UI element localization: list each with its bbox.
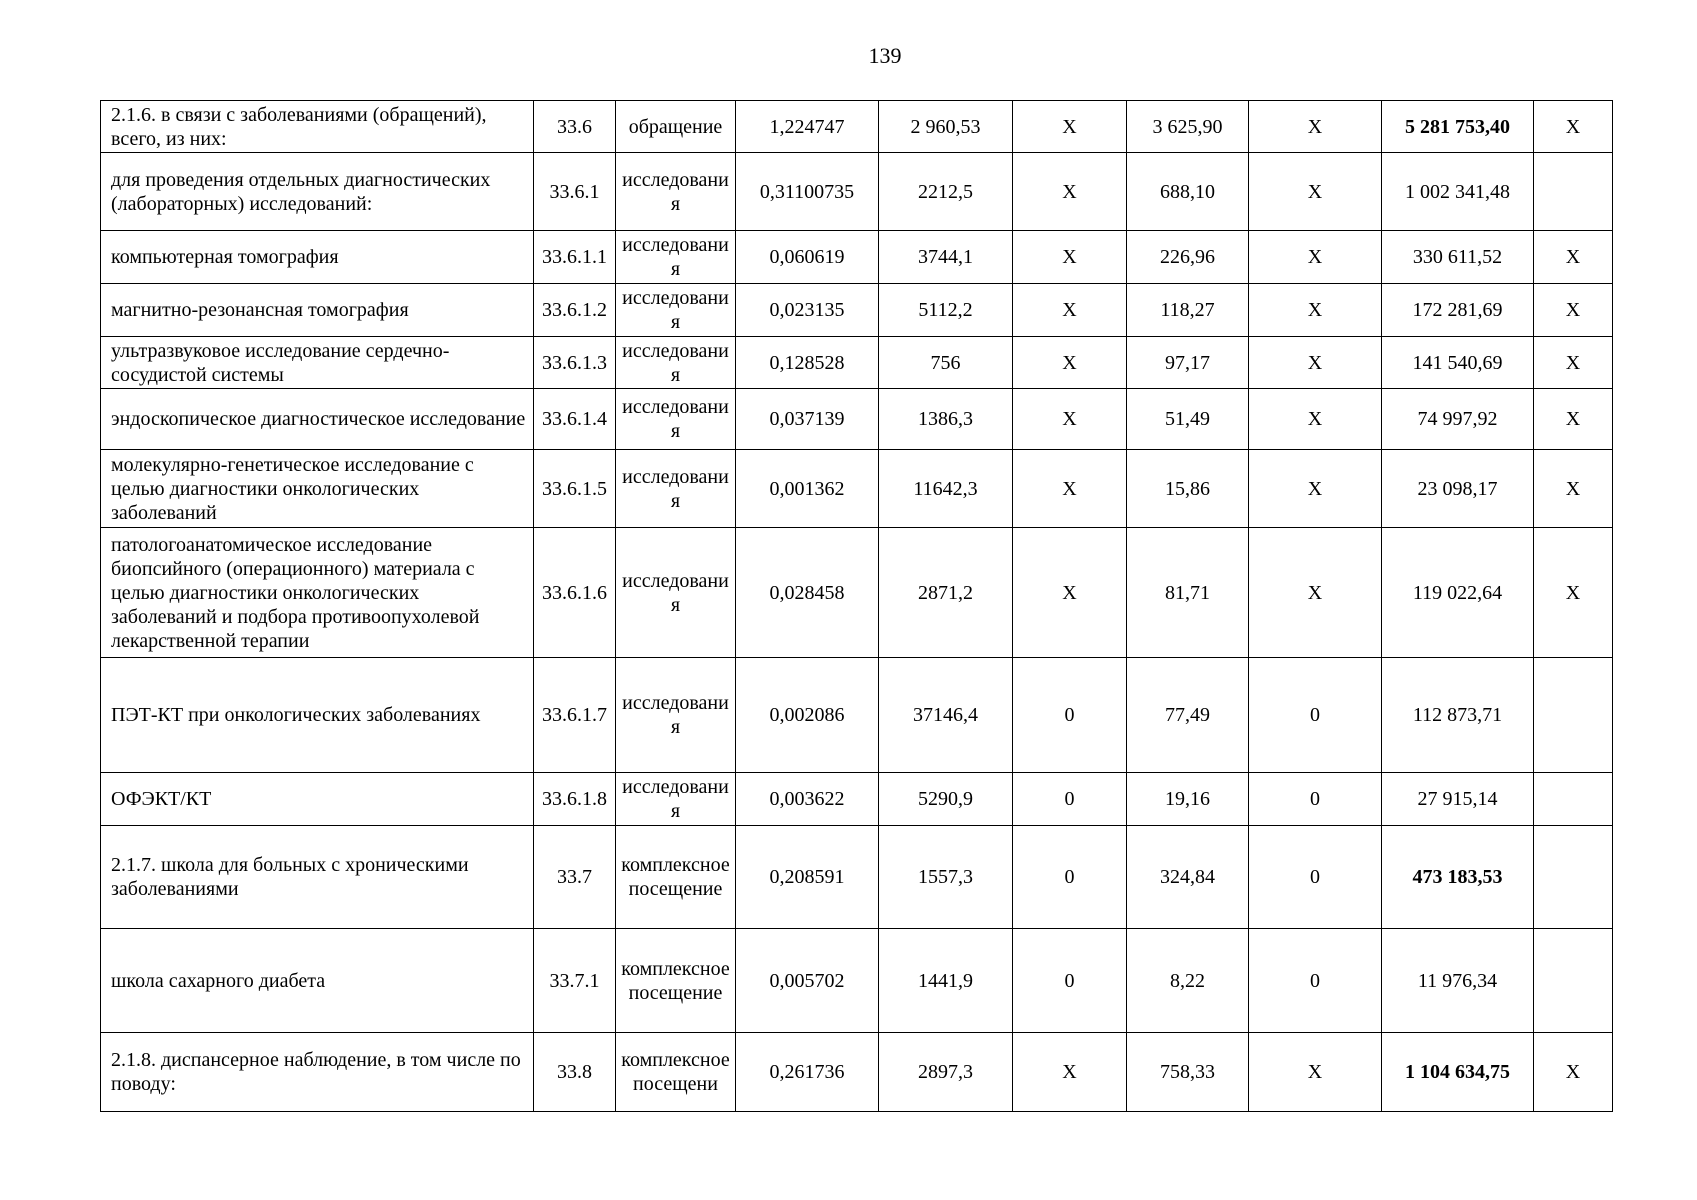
row-col4-cell: 758,33 (1127, 1033, 1249, 1112)
row-col3-cell: 0 (1013, 773, 1127, 826)
row-unit-cell: исследования (616, 450, 736, 528)
row-name-cell: компьютерная томография (101, 231, 534, 284)
row-unit-cell: комплексное посещени (616, 1033, 736, 1112)
row-cost-cell: 5112,2 (879, 284, 1013, 337)
row-norm-cell: 0,003622 (736, 773, 879, 826)
row-col3-cell: Х (1013, 284, 1127, 337)
row-col4-cell: 81,71 (1127, 528, 1249, 658)
row-col7-cell (1534, 153, 1613, 231)
row-col7-cell (1534, 773, 1613, 826)
row-col5-cell: Х (1249, 1033, 1382, 1112)
row-code-cell: 33.7 (534, 826, 616, 929)
row-col4-cell: 15,86 (1127, 450, 1249, 528)
row-col5-cell: Х (1249, 153, 1382, 231)
row-col5-cell: 0 (1249, 773, 1382, 826)
table-row (101, 101, 1613, 153)
row-norm-cell: 0,208591 (736, 826, 879, 929)
row-col3-cell: 0 (1013, 658, 1127, 773)
row-col3-cell: 0 (1013, 929, 1127, 1033)
row-total-cell: 74 997,92 (1382, 389, 1534, 450)
row-name-cell: 2.1.6. в связи с заболеваниями (обращений), всего, из них: (101, 101, 534, 153)
row-cost-cell: 37146,4 (879, 658, 1013, 773)
row-col5-cell: Х (1249, 389, 1382, 450)
row-name-cell: магнитно-резонансная томография (101, 284, 534, 337)
row-cost-cell: 3744,1 (879, 231, 1013, 284)
table-row (101, 826, 1613, 929)
row-code-cell: 33.6.1.3 (534, 337, 616, 389)
row-col4-cell: 51,49 (1127, 389, 1249, 450)
table-row (101, 153, 1613, 231)
row-total-cell: 141 540,69 (1382, 337, 1534, 389)
row-unit-cell: исследования (616, 658, 736, 773)
table-row (101, 528, 1613, 658)
row-norm-cell: 0,261736 (736, 1033, 879, 1112)
row-col3-cell: Х (1013, 101, 1127, 153)
row-col7-cell: Х (1534, 101, 1613, 153)
row-code-cell: 33.7.1 (534, 929, 616, 1033)
row-name-cell: эндоскопическое диагностическое исследование (101, 389, 534, 450)
row-col7-cell: Х (1534, 450, 1613, 528)
row-total-cell: 5 281 753,40 (1382, 101, 1534, 153)
row-unit-cell: исследования (616, 773, 736, 826)
row-norm-cell: 0,002086 (736, 658, 879, 773)
row-unit-cell: исследования (616, 284, 736, 337)
row-col3-cell: Х (1013, 1033, 1127, 1112)
row-name-cell: ОФЭКТ/КТ (101, 773, 534, 826)
row-col3-cell: Х (1013, 337, 1127, 389)
row-code-cell: 33.6.1.2 (534, 284, 616, 337)
data-table (100, 100, 1613, 1112)
row-code-cell: 33.6.1.6 (534, 528, 616, 658)
row-col3-cell: Х (1013, 528, 1127, 658)
row-cost-cell: 756 (879, 337, 1013, 389)
row-col5-cell: Х (1249, 528, 1382, 658)
row-col5-cell: 0 (1249, 658, 1382, 773)
row-col7-cell: Х (1534, 284, 1613, 337)
row-norm-cell: 1,224747 (736, 101, 879, 153)
table-row (101, 337, 1613, 389)
row-col5-cell: Х (1249, 337, 1382, 389)
row-col7-cell (1534, 826, 1613, 929)
row-col5-cell: Х (1249, 231, 1382, 284)
row-col4-cell: 77,49 (1127, 658, 1249, 773)
row-col7-cell (1534, 658, 1613, 773)
row-col4-cell: 688,10 (1127, 153, 1249, 231)
row-unit-cell: исследования (616, 231, 736, 284)
row-code-cell: 33.8 (534, 1033, 616, 1112)
row-norm-cell: 0,005702 (736, 929, 879, 1033)
row-total-cell: 119 022,64 (1382, 528, 1534, 658)
row-code-cell: 33.6 (534, 101, 616, 153)
row-col4-cell: 226,96 (1127, 231, 1249, 284)
row-norm-cell: 0,028458 (736, 528, 879, 658)
row-col7-cell (1534, 929, 1613, 1033)
row-col7-cell: Х (1534, 337, 1613, 389)
row-col4-cell: 19,16 (1127, 773, 1249, 826)
row-col7-cell: Х (1534, 528, 1613, 658)
row-cost-cell: 2 960,53 (879, 101, 1013, 153)
row-norm-cell: 0,037139 (736, 389, 879, 450)
row-name-cell: 2.1.8. диспансерное наблюдение, в том числе по поводу: (101, 1033, 534, 1112)
table-row (101, 284, 1613, 337)
row-norm-cell: 0,128528 (736, 337, 879, 389)
row-name-cell: школа сахарного диабета (101, 929, 534, 1033)
row-col7-cell: Х (1534, 1033, 1613, 1112)
row-cost-cell: 1386,3 (879, 389, 1013, 450)
row-name-cell: молекулярно-генетическое исследование с целью диагностики онкологических заболеваний (101, 450, 534, 528)
row-total-cell: 1 104 634,75 (1382, 1033, 1534, 1112)
row-total-cell: 23 098,17 (1382, 450, 1534, 528)
row-total-cell: 1 002 341,48 (1382, 153, 1534, 231)
row-unit-cell: исследования (616, 389, 736, 450)
row-total-cell: 27 915,14 (1382, 773, 1534, 826)
row-total-cell: 473 183,53 (1382, 826, 1534, 929)
row-total-cell: 330 611,52 (1382, 231, 1534, 284)
row-col3-cell: 0 (1013, 826, 1127, 929)
row-unit-cell: исследования (616, 528, 736, 658)
row-col4-cell: 8,22 (1127, 929, 1249, 1033)
row-total-cell: 11 976,34 (1382, 929, 1534, 1033)
row-name-cell: ультразвуковое исследование сердечно-сосудистой системы (101, 337, 534, 389)
row-cost-cell: 5290,9 (879, 773, 1013, 826)
row-unit-cell: комплексное посещение (616, 826, 736, 929)
row-cost-cell: 1557,3 (879, 826, 1013, 929)
row-name-cell: патологоанатомическое исследование биопсийного (операционного) материала с целью диагностики онкологических заболеваний и подбора противоопухолевой лекарственной терапии (101, 528, 534, 658)
table-row (101, 773, 1613, 826)
row-name-cell: 2.1.7. школа для больных с хроническими заболеваниями (101, 826, 534, 929)
row-col7-cell: Х (1534, 389, 1613, 450)
row-col4-cell: 3 625,90 (1127, 101, 1249, 153)
row-col5-cell: 0 (1249, 929, 1382, 1033)
row-col3-cell: Х (1013, 389, 1127, 450)
row-cost-cell: 2897,3 (879, 1033, 1013, 1112)
row-col5-cell: Х (1249, 284, 1382, 337)
row-col4-cell: 97,17 (1127, 337, 1249, 389)
row-col5-cell: Х (1249, 101, 1382, 153)
row-total-cell: 112 873,71 (1382, 658, 1534, 773)
row-col4-cell: 324,84 (1127, 826, 1249, 929)
row-col7-cell: Х (1534, 231, 1613, 284)
row-cost-cell: 11642,3 (879, 450, 1013, 528)
table-row (101, 450, 1613, 528)
row-norm-cell: 0,31100735 (736, 153, 879, 231)
row-unit-cell: исследования (616, 153, 736, 231)
row-col3-cell: Х (1013, 450, 1127, 528)
row-norm-cell: 0,001362 (736, 450, 879, 528)
row-col3-cell: Х (1013, 231, 1127, 284)
row-col4-cell: 118,27 (1127, 284, 1249, 337)
row-unit-cell: комплексное посещение (616, 929, 736, 1033)
row-col3-cell: Х (1013, 153, 1127, 231)
row-norm-cell: 0,060619 (736, 231, 879, 284)
row-name-cell: ПЭТ-КТ при онкологических заболеваниях (101, 658, 534, 773)
row-code-cell: 33.6.1.7 (534, 658, 616, 773)
row-code-cell: 33.6.1.4 (534, 389, 616, 450)
row-col5-cell: Х (1249, 450, 1382, 528)
row-unit-cell: обращение (616, 101, 736, 153)
row-cost-cell: 1441,9 (879, 929, 1013, 1033)
row-col5-cell: 0 (1249, 826, 1382, 929)
table-row (101, 1033, 1613, 1112)
row-code-cell: 33.6.1.1 (534, 231, 616, 284)
row-code-cell: 33.6.1.5 (534, 450, 616, 528)
row-name-cell: для проведения отдельных диагностических (лабораторных) исследований: (101, 153, 534, 231)
table-row (101, 389, 1613, 450)
page-number: 139 (868, 43, 902, 68)
table-row (101, 929, 1613, 1033)
row-norm-cell: 0,023135 (736, 284, 879, 337)
row-cost-cell: 2871,2 (879, 528, 1013, 658)
table-row (101, 658, 1613, 773)
row-unit-cell: исследования (616, 337, 736, 389)
row-code-cell: 33.6.1.8 (534, 773, 616, 826)
row-code-cell: 33.6.1 (534, 153, 616, 231)
row-total-cell: 172 281,69 (1382, 284, 1534, 337)
row-cost-cell: 2212,5 (879, 153, 1013, 231)
table-row (101, 231, 1613, 284)
